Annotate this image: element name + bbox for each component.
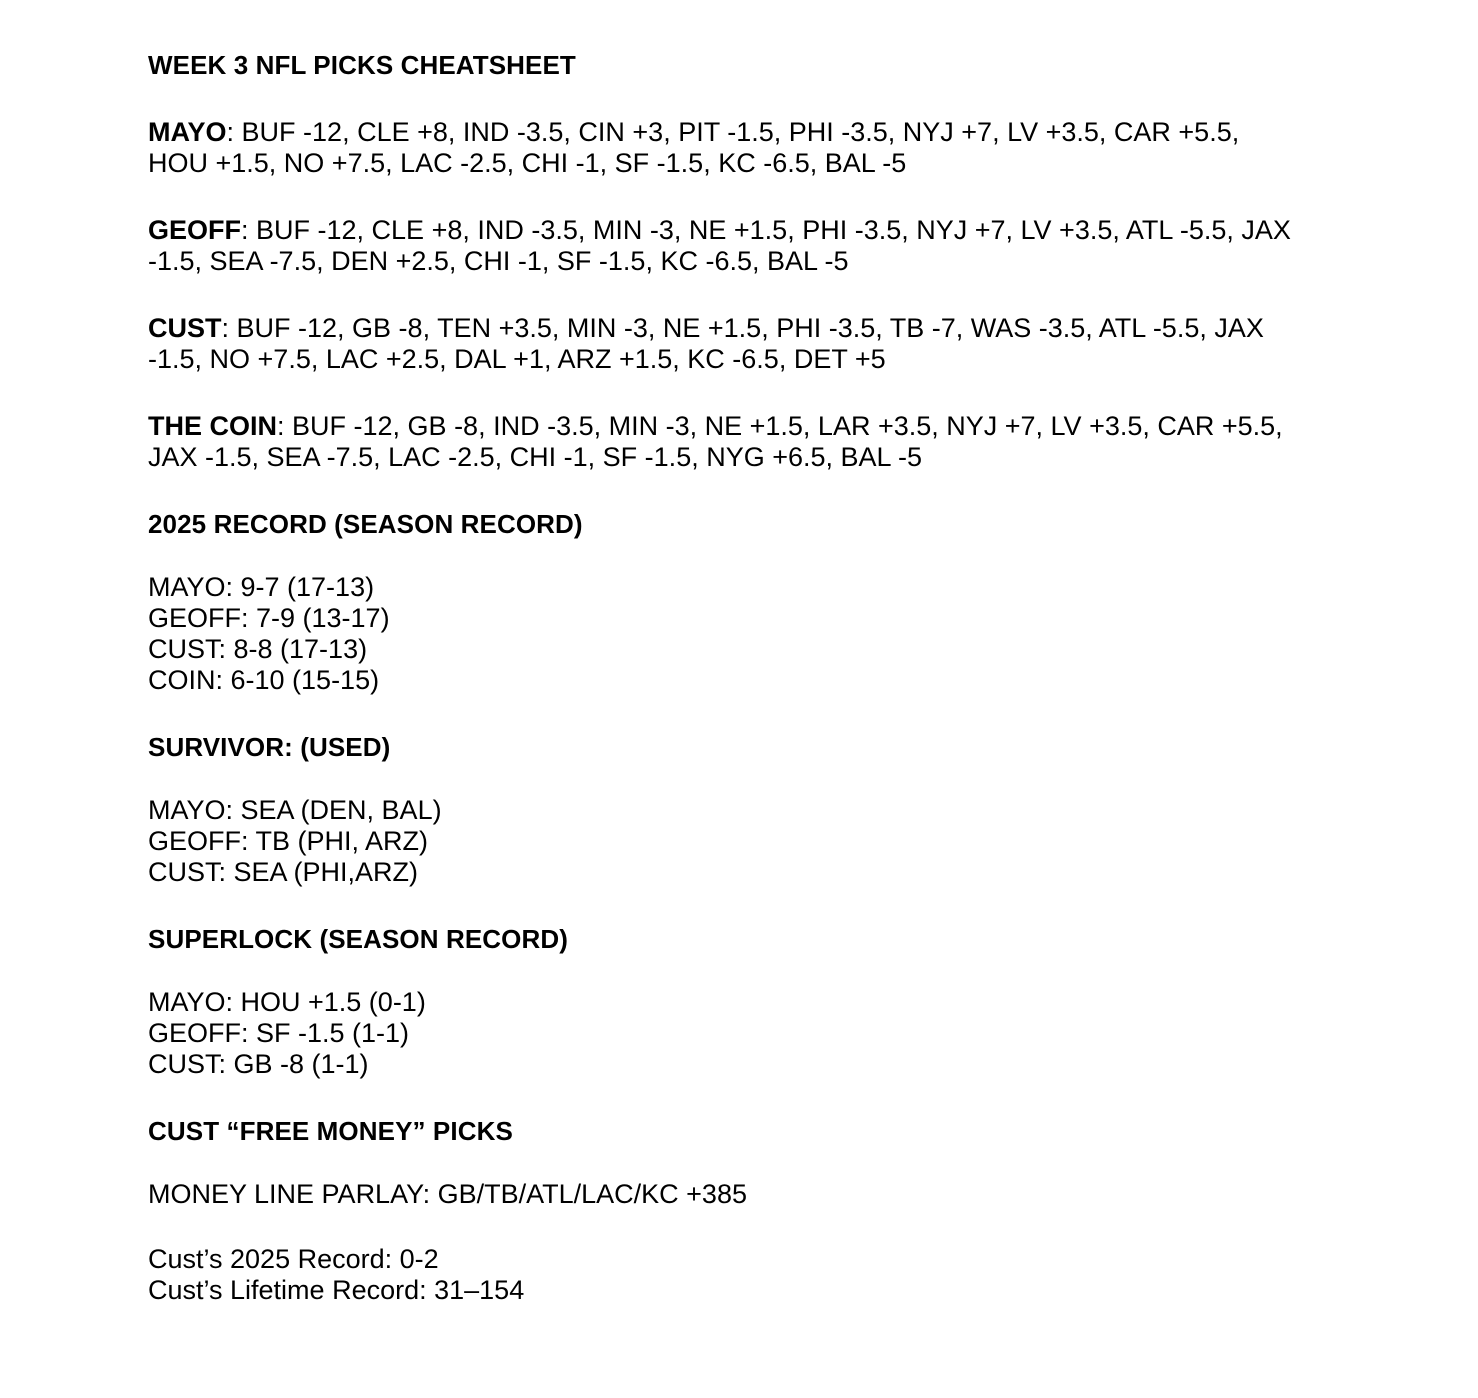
list-item: GEOFF: SF -1.5 (1-1) <box>148 1018 410 1048</box>
list-item: COIN: 6-10 (15-15) <box>148 665 380 695</box>
picks-row-geoff <box>148 215 1392 277</box>
list-item: Cust’s 2025 Record: 0-2 <box>148 1244 439 1274</box>
picks-label-geoff: GEOFF <box>148 215 241 245</box>
picks-label-mayo: MAYO <box>148 117 227 147</box>
picks-line <box>148 411 1392 442</box>
picks-text-mayo-line2: HOU +1.5, NO +7.5, LAC -2.5, CHI -1, SF -1.5, KC -6.5, BAL -5 <box>148 148 907 178</box>
picks-text-cust-line1: BUF -12, GB -8, TEN +3.5, MIN -3, NE +1.5, PHI -3.5, TB -7, WAS -3.5, ATL -5.5, JAX <box>236 313 1264 343</box>
list-item: MAYO: SEA (DEN, BAL) <box>148 795 442 825</box>
picks-label-cust: CUST <box>148 313 222 343</box>
picks-line <box>148 117 1392 148</box>
picks-text-coin-line2: JAX -1.5, SEA -7.5, LAC -2.5, CHI -1, SF -1.5, NYG +6.5, BAL -5 <box>148 442 923 472</box>
page-title: WEEK 3 NFL PICKS CHEATSHEET <box>148 50 576 80</box>
picks-label-coin: THE COIN <box>148 411 278 441</box>
picks-line <box>148 344 1392 375</box>
picks-line <box>148 215 1392 246</box>
picks-text-mayo-line1: BUF -12, CLE +8, IND -3.5, CIN +3, PIT -1.5, PHI -3.5, NYJ +7, LV +3.5, CAR +5.5, <box>241 117 1240 147</box>
section-heading-superlock: SUPERLOCK (SEASON RECORD) <box>148 924 568 954</box>
picks-line <box>148 148 1392 179</box>
picks-separator: : <box>241 215 257 245</box>
picks-row-coin <box>148 411 1392 473</box>
picks-separator: : <box>277 411 293 441</box>
picks-separator: : <box>226 117 242 147</box>
picks-text-cust-line2: -1.5, NO +7.5, LAC +2.5, DAL +1, ARZ +1.5, KC -6.5, DET +5 <box>148 344 886 374</box>
section-heading-free-money: CUST “FREE MONEY” PICKS <box>148 1116 513 1146</box>
picks-separator: : <box>221 313 237 343</box>
list-item: GEOFF: TB (PHI, ARZ) <box>148 826 429 856</box>
list-item: CUST: GB -8 (1-1) <box>148 1049 369 1079</box>
cust-record-list <box>148 1244 1392 1306</box>
picks-row-cust <box>148 313 1392 375</box>
record-list <box>148 572 1392 696</box>
picks-line <box>148 313 1392 344</box>
picks-line <box>148 246 1392 277</box>
picks-text-geoff-line2: -1.5, SEA -7.5, DEN +2.5, CHI -1, SF -1.5, KC -6.5, BAL -5 <box>148 246 849 276</box>
survivor-list <box>148 795 1392 888</box>
section-heading-survivor: SURVIVOR: (USED) <box>148 732 391 762</box>
list-item: MAYO: HOU +1.5 (0-1) <box>148 987 426 1017</box>
superlock-list <box>148 987 1392 1080</box>
list-item: GEOFF: 7-9 (13-17) <box>148 603 390 633</box>
parlay-block <box>148 1179 1392 1210</box>
list-item: MAYO: 9-7 (17-13) <box>148 572 375 602</box>
list-item: CUST: 8-8 (17-13) <box>148 634 368 664</box>
money-line-parlay: MONEY LINE PARLAY: GB/TB/ATL/LAC/KC +385 <box>148 1179 747 1209</box>
picks-line <box>148 442 1392 473</box>
cheatsheet-document <box>148 0 1392 1306</box>
picks-text-geoff-line1: BUF -12, CLE +8, IND -3.5, MIN -3, NE +1.5, PHI -3.5, NYJ +7, LV +3.5, ATL -5.5, JAX <box>256 215 1291 245</box>
list-item: Cust’s Lifetime Record: 31–154 <box>148 1275 525 1305</box>
picks-row-mayo <box>148 117 1392 179</box>
section-heading-record: 2025 RECORD (SEASON RECORD) <box>148 509 583 539</box>
list-item: CUST: SEA (PHI,ARZ) <box>148 857 419 887</box>
picks-text-coin-line1: BUF -12, GB -8, IND -3.5, MIN -3, NE +1.5, LAR +3.5, NYJ +7, LV +3.5, CAR +5.5, <box>292 411 1283 441</box>
